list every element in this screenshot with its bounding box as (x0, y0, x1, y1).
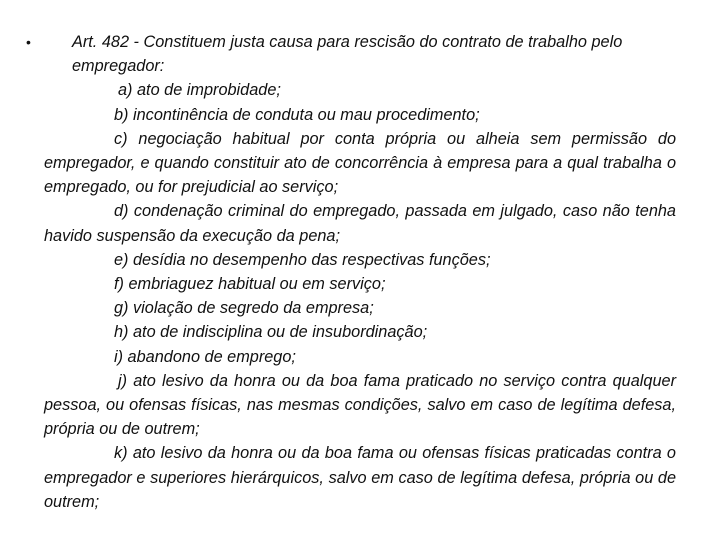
bullet-marker: • (26, 34, 31, 50)
clause-h: h) ato de indisciplina ou de insubordinação; (114, 323, 428, 342)
clause-d: d) condenação criminal do empregado, passada em julgado, caso não tenha havido suspensão da execução da pena; (44, 202, 676, 245)
clause-c: c) negociação habitual por conta própria ou alheia sem permissão do empregador, e quando constituir ato de concorrência à empresa para a qual trabalha o empregado, ou for prejudicial ao serviço; (44, 129, 676, 197)
clause-f: f) embriaguez habitual ou em serviço; (114, 275, 386, 294)
article-heading-block (26, 30, 676, 78)
clause-b: b) incontinência de conduta ou mau procedimento; (114, 105, 480, 124)
article-heading: Art. 482 - Constituem justa causa para rescisão do contrato de trabalho pelo empregador: (72, 33, 623, 76)
clause-j: j) ato lesivo da honra ou da boa fama praticado no serviço contra qualquer pessoa, ou ofensas físicas, nas mesmas condições, salvo em caso de legítima defesa, própria ou de outrem; (44, 371, 676, 439)
clause-e: e) desídia no desempenho das respectivas funções; (114, 250, 491, 269)
document-page (26, 30, 676, 514)
clause-i: i) abandono de emprego; (114, 347, 296, 366)
clause-g: g) violação de segredo da empresa; (114, 299, 374, 318)
clause-a: a) ato de improbidade; (118, 81, 281, 100)
clause-k: k) ato lesivo da honra ou da boa fama ou ofensas físicas praticadas contra o empregador e superiores hierárquicos, salvo em caso de legítima defesa, própria ou de outrem; (44, 444, 676, 511)
